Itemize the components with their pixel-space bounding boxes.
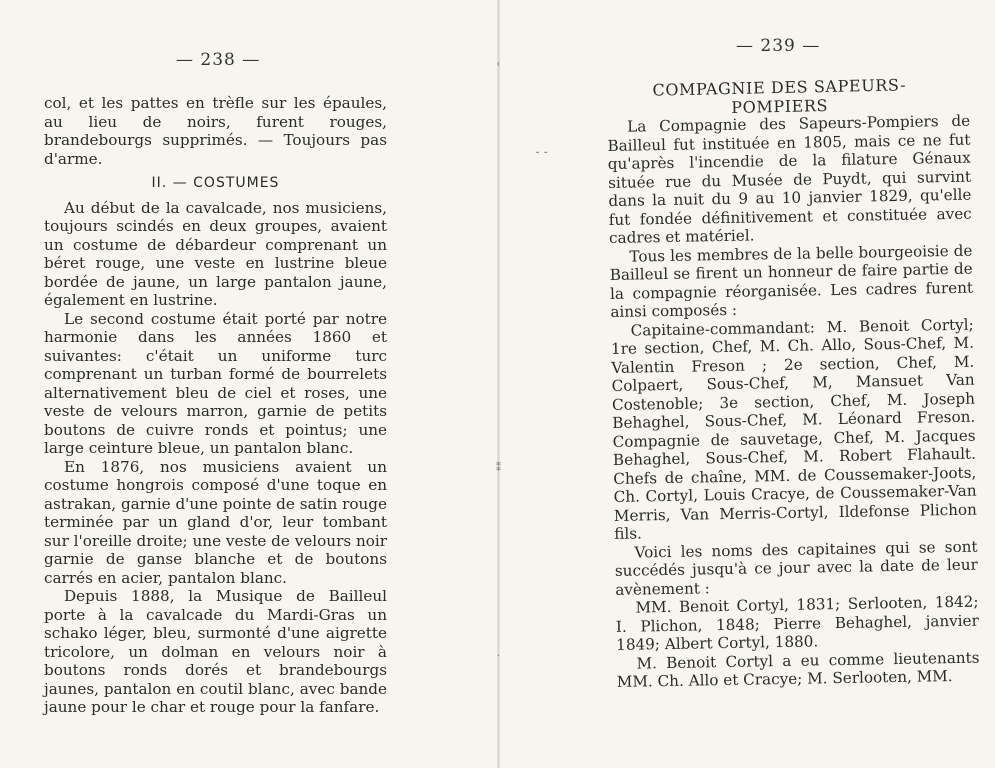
paragraph: M. Benoit Cortyl a eu comme lieutenants MM. Ch. Allo et Cracye; M. Serlooten, MM. bbox=[616, 648, 980, 691]
binding-mark-icon: ⁑ bbox=[496, 463, 501, 474]
paragraph: Au début de la cavalcade, nos musiciens, toujours scindés en deux groupes, avaient un costume de débardeur comprenant un béret rouge, une veste en lustrine bleue bordée de jaune, un large pantalon jaune, également en lustrine. bbox=[44, 198, 387, 309]
paragraph: col, et les pattes en trèfle sur les épaules, au lieu de noirs, furent rouges, brandebourgs supprimés. — Toujours pas d'arme. bbox=[44, 94, 387, 168]
left-page bbox=[0, 0, 497, 768]
paragraph: En 1876, nos musiciens avaient un costume hongrois composé d'une toque en astrakan, garnie d'une pointe de satin rouge terminée par un gland d'or, leur tombant sur l'oreille droite; une veste de velours noir garnie de ganse blanche et de boutons carrés en acier, pantalon blanc. bbox=[44, 457, 388, 587]
left-page-text bbox=[44, 94, 387, 717]
section-heading: II. — COSTUMES bbox=[151, 175, 280, 191]
left-page-number: — 238 — bbox=[176, 50, 261, 70]
binding-mark-icon: ‹ bbox=[496, 59, 501, 70]
printer-mark-icon: ⁃ ⁃ bbox=[535, 148, 549, 159]
paragraph: Le second costume était porté par notre harmonie dans les années 1860 et suivantes: c'était un uniforme turc comprenant un turban formé de bourrelets alternativement bleu de ciel et roses, une veste de velours marron, garnie de petits boutons de cuivre ronds et pointus; une large ceinture bleue, un pantalon blanc. bbox=[44, 309, 387, 457]
paragraph: MM. Benoit Cortyl, 1831; Serlooten, 1842; I. Plichon, 1848; Pierre Behaghel, janvier 1849; Albert Cortyl, 1880. bbox=[615, 592, 979, 654]
right-page-number: — 239 — bbox=[736, 36, 821, 56]
paragraph: Voici les noms des capitaines qui se sont succédés jusqu'à ce jour avec la date de leur avènement : bbox=[614, 537, 979, 599]
binding-mark-icon: · bbox=[496, 651, 501, 662]
paragraph: Depuis 1888, la Musique de Bailleul porte à la cavalcade du Mardi-Gras un schako léger, bleu, surmonté d'une aigrette tricolore, un dolman en velours noir à boutons ronds dorés et brandebourgs jaunes, pantalon en coutil blanc, avec bande jaune pour le char et rouge pour la fanfare. bbox=[44, 587, 387, 716]
paragraph: Tous les membres de la belle bourgeoisie de Bailleul se firent un honneur de faire partie de la compagnie réorganisée. Les cadres furent ainsi composés : bbox=[609, 241, 974, 321]
paragraph: La Compagnie des Sapeurs-Pompiers de Bailleul fut instituée en 1805, mais ce ne fut qu'après l'incendie de la filature Génaux située rue du Musée de Puydt, qui survint dans la nuit du 9 au 10 janvier 1829, qu'elle fut fondée définitivement et constituée avec cadres et matériel. bbox=[607, 111, 972, 247]
paragraph: Capitaine-commandant: M. Benoit Cortyl; 1re section, Chef, M. Ch. Allo, Sous-Chef, M. Valentin Freson ; 2e section, Chef, M. Colpaert, Sous-Chef, M, Mansuet Van Costenoble; 3e section, Chef, M. Joseph Behaghel, Sous-Chef, M. Léonard Freson. Compagnie de sauvetage, Chef, M. Jacques Behaghel, Sous-Chef, M. Robert Flahault. Chefs de chaîne, MM. de Coussemaker-Joots, Ch. Cortyl, Louis Cracye, de Coussemaker-Van Merris, Van Merris-Cortyl, Ildefonse Plichon fils. bbox=[610, 315, 978, 543]
chapter-title: COMPAGNIE DES SAPEURS-POMPIERS bbox=[652, 75, 907, 118]
